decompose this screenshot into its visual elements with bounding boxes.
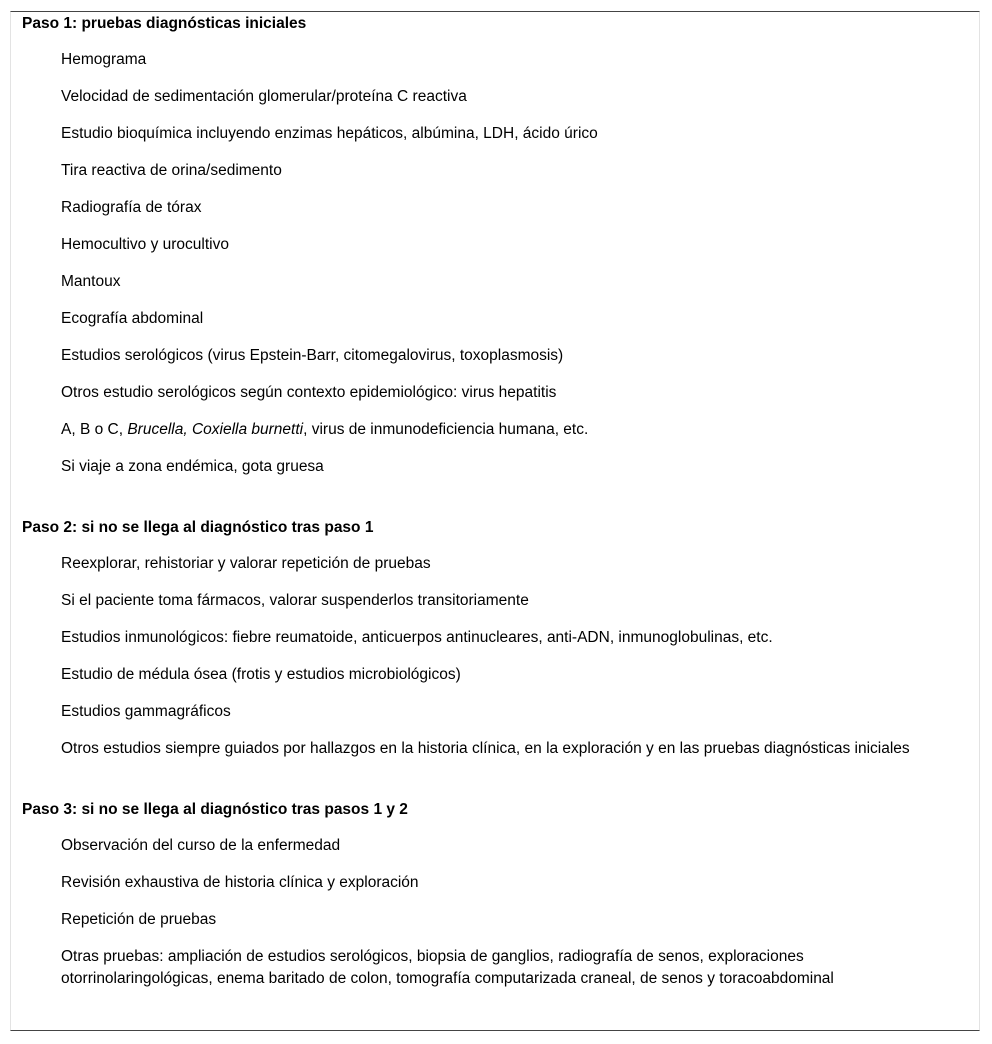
step-2-item: Estudios gammagráficos <box>61 703 231 720</box>
item-suffix: , virus de inmunodeficiencia humana, etc. <box>303 421 589 438</box>
step-2-item: Reexplorar, rehistoriar y valorar repetición de pruebas <box>61 555 431 572</box>
step-1-item: Si viaje a zona endémica, gota gruesa <box>61 458 324 475</box>
step-1-item: Tira reactiva de orina/sedimento <box>61 162 282 179</box>
step-1-item: Mantoux <box>61 273 121 290</box>
step-2-heading: Paso 2: si no se llega al diagnóstico tras paso 1 <box>22 519 374 536</box>
step-1-item: Estudio bioquímica incluyendo enzimas hepáticos, albúmina, LDH, ácido úrico <box>61 125 598 142</box>
step-1-item: Ecografía abdominal <box>61 310 204 327</box>
step-3-heading: Paso 3: si no se llega al diagnóstico tras pasos 1 y 2 <box>22 801 408 818</box>
step-3-item: Repetición de pruebas <box>61 911 217 928</box>
step-2-item: Otros estudios siempre guiados por hallazgos en la historia clínica, en la exploración y en las pruebas diagnósticas iniciales <box>61 740 910 757</box>
step-1-item: Velocidad de sedimentación glomerular/proteína C reactiva <box>61 88 467 105</box>
step-1-item: Hemograma <box>61 51 147 68</box>
step-2-item: Si el paciente toma fármacos, valorar suspenderlos transitoriamente <box>61 592 529 609</box>
step-1-heading: Paso 1: pruebas diagnósticas iniciales <box>22 15 307 32</box>
organism-names: Brucella, Coxiella burnetti <box>127 421 304 438</box>
step-3-item: Otras pruebas: ampliación de estudios serológicos, biopsia de ganglios, radiografía de senos, exploraciones otorrinolaringológicas, enema baritado de colon, tomografía computarizada craneal, de senos y toracoabdominal <box>61 948 834 987</box>
step-3-item: Revisión exhaustiva de historia clínica y exploración <box>61 874 419 891</box>
step-2-item: Estudio de médula ósea (frotis y estudios microbiológicos) <box>61 666 461 683</box>
step-1-item-mixed <box>61 419 588 441</box>
step-3-item: Observación del curso de la enfermedad <box>61 837 341 854</box>
item-prefix: A, B o C, <box>61 421 128 438</box>
diagnostic-steps-table <box>10 11 980 1031</box>
step-1-item: Radiografía de tórax <box>61 199 202 216</box>
step-1-item: Otros estudio serológicos según contexto epidemiológico: virus hepatitis <box>61 384 557 401</box>
step-1-item: Hemocultivo y urocultivo <box>61 236 229 253</box>
step-2-item: Estudios inmunológicos: fiebre reumatoide, anticuerpos antinucleares, anti-ADN, inmunoglobulinas, etc. <box>61 629 773 646</box>
step-1-item: Estudios serológicos (virus Epstein-Barr, citomegalovirus, toxoplasmosis) <box>61 347 564 364</box>
